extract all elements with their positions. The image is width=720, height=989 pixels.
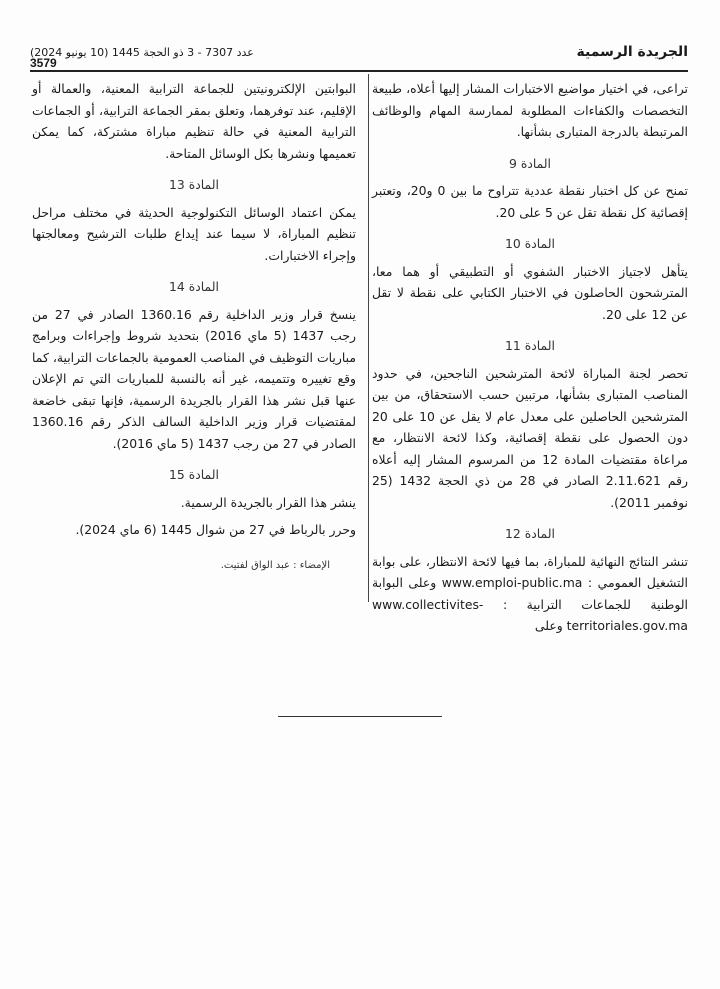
article-15-text: ينشر هذا القرار بالجريدة الرسمية. (180, 494, 356, 510)
article-12-text-b: وعلى البوابة الوطنية للجماعات الترابية : (372, 575, 688, 612)
end-rule (278, 716, 442, 717)
left-column (32, 78, 356, 576)
article-10-title: المادة 10 (505, 236, 555, 251)
emploi-public-link[interactable]: www.emploi-public.ma (441, 575, 583, 590)
article-13-title: المادة 13 (169, 177, 219, 192)
article-12-text-c: وعلى (534, 618, 563, 633)
article-14-title: المادة 14 (169, 279, 219, 294)
article-9-text: تمنح عن كل اختبار نقطة عددية تتراوح ما بين 0 و20، وتعتبر إقصائية كل نقطة تقل عن 5 على 20. (372, 183, 688, 220)
article-11-title: المادة 11 (505, 338, 555, 353)
collectivites-link[interactable]: www.collectivites-territoriales.gov.ma (372, 596, 688, 633)
article-12-text-a: تنشر النتائج النهائية للمباراة، بما فيها لائحة الانتظار، على بوابة التشغيل العمومي : (372, 553, 688, 590)
header-rule (30, 70, 688, 72)
gazette-title: الجريدة الرسمية (576, 44, 688, 60)
article-10-text: يتأهل لاجتياز الاختبار الشفوي أو التطبيقي أو هما معا، المترشحون الحاصلون في الاختبار الكتابي على نقطة لا تقل عن 12 على 20. (372, 263, 688, 322)
article-11-text: تحصر لجنة المباراة لائحة المترشحين الناجحين، في حدود المناصب المتبارى بشأنها، مرتبين حسب الاستحقاق، من بين المترشحين الحاصلين على معدل عام لا يقل عن 10 على 20 دون الحصول على نقطة إقصائية، وكذا لائحة الانتظار، مع مراعاة مقتضيات المادة 12 من المرسوم المشار إليه أعلاه رقم 2.11.621 الصادر في 28 من ذي الحجة 1432 (25 نوفمبر 2011). (372, 365, 689, 510)
article-12-text (372, 551, 688, 637)
right-column (372, 78, 688, 643)
page-number: 3579 (30, 56, 57, 70)
done-at-line: وحرر بالرباط في 27 من شوال 1445 (6 ماي 2024). (75, 522, 356, 537)
article-13-text: يمكن اعتماد الوسائل التكنولوجية الحديثة في مختلف مراحل تنظيم المباراة، لا سيما عند إيداع طلبات الترشيح ومعالجتها وإجراء الاختبارات. (32, 204, 356, 263)
page-header (30, 44, 688, 66)
article-9-title: المادة 9 (509, 155, 551, 171)
article-12-title: المادة 12 (505, 526, 555, 541)
continued-paragraph: البوابتين الإلكترونيتين للجماعة الترابية المعنية، والعمالة أو الإقليم، عند توفرهما، وتعلق بمقر الجماعة الترابية، أو الجماعات الترابية المعنية في حالة تنظيم مباراة مشتركة، كما يمكن تعميمها ونشرها بكل الوسائل المتاحة. (32, 81, 356, 161)
article-15-title: المادة 15 (169, 467, 219, 482)
intro-paragraph: تراعى، في اختيار مواضيع الاختبارات المشار إليها أعلاه، طبيعة التخصصات والكفاءات المطلوبة لممارسة المهام والوظائف المرتبطة بالدرجة المتبارى بشأنها. (372, 81, 688, 139)
article-14-text: ينسخ قرار وزير الداخلية رقم 1360.16 الصادر في 27 من رجب 1437 (5 ماي 2016) بتحديد شروط وإجراءات وبرامج مباريات التوظيف في المناصب العمومية بالجماعات الترابية، كما وقع تغييره وتتميمه، غير أنه بالنسبة للمباريات التي تم الإعلان عنها قبل نشر هذا القرار بالجريدة الرسمية، فإنها تبقى خاضعة لمقتضيات قرار وزير الداخلية السالف الذكر رقم 1360.16 الصادر في 27 من رجب 1437 (5 ماي 2016). (32, 306, 356, 451)
column-divider (368, 74, 369, 602)
signature-line: الإمضاء : عبد الواق لفتيت. (220, 559, 330, 571)
issue-info: عدد 7307 - 3 ذو الحجة 1445 (10 يونيو 2024) (30, 46, 254, 59)
